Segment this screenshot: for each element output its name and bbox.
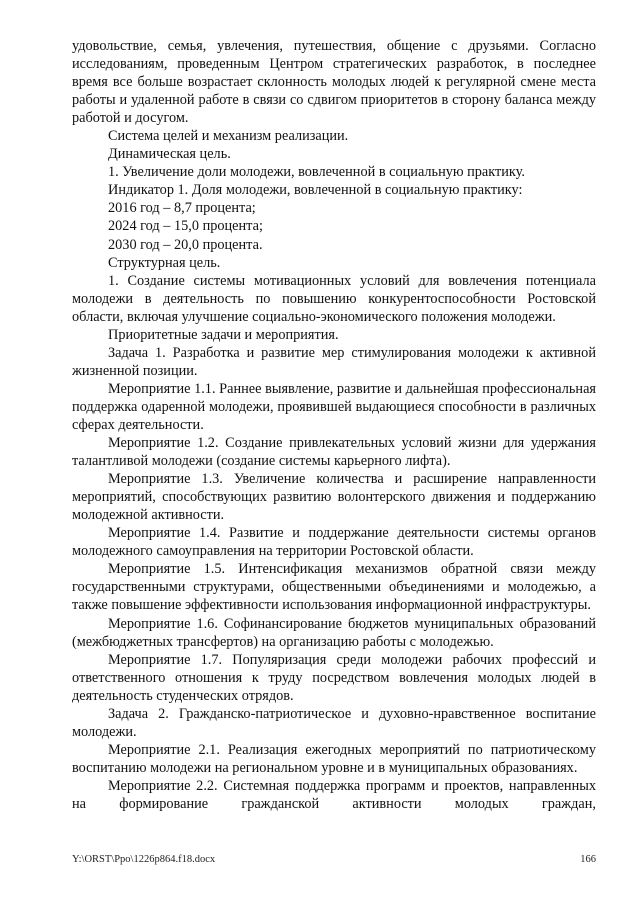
paragraph-priority-tasks: Приоритетные задачи и мероприятия. [108, 326, 339, 343]
paragraph-measure-1-4: Мероприятие 1.4. Развитие и поддержание деятельности системы органов молодежного самоуправления на территории Ростовской области. [72, 525, 596, 560]
paragraph-goal-1: 1. Увеличение доли молодежи, вовлеченной в социальную практику. [108, 164, 525, 181]
paragraph-measure-1-1: Мероприятие 1.1. Раннее выявление, развитие и дальнейшая профессиональная поддержка одаренной молодежи, проявившей выдающиеся способности в различных сферах деятельности. [72, 380, 596, 433]
paragraph-year-2024: 2024 год – 15,0 процента; [108, 218, 263, 235]
paragraph-structural-goal: Структурная цель. [108, 254, 221, 271]
paragraph-measure-1-3: Мероприятие 1.3. Увеличение количества и расширение направленности мероприятий, способствующих развитию волонтерского движения и поддержанию молодежной активности. [72, 471, 596, 524]
paragraph-structural-goal-1: 1. Создание системы мотивационных условий для вовлечения потенциала молодежи в деятельность по повышению конкурентоспособности Ростовской области, включая улучшение социально-экономического положения молодежи. [72, 272, 596, 325]
paragraph-measure-1-7: Мероприятие 1.7. Популяризация среди молодежи рабочих профессий и ответственного отношения к труду посредством вовлечения молодых людей в деятельность студенческих отрядов. [72, 651, 596, 704]
paragraph-measure-1-2: Мероприятие 1.2. Создание привлекательных условий жизни для удержания талантливой молодежи (создание системы карьерного лифта). [72, 435, 596, 470]
paragraph-task-1: Задача 1. Разработка и развитие мер стимулирования молодежи к активной жизненной позиции. [72, 344, 596, 379]
paragraph-year-2016: 2016 год – 8,7 процента; [108, 200, 256, 217]
paragraph-measure-2-2: Мероприятие 2.2. Системная поддержка программ и проектов, направленных на формирование гражданской активности молодых граждан, [72, 777, 596, 812]
paragraph-measure-2-1: Мероприятие 2.1. Реализация ежегодных мероприятий по патриотическому воспитанию молодежи на региональном уровне и в муниципальных образованиях. [72, 741, 596, 776]
paragraph-intro: удовольствие, семья, увлечения, путешествия, общение с друзьями. Согласно исследованиям, проведенным Центром стратегических разработок, в последнее время все больше возрастает склонность молодых людей к регулярной смене места работы и удаленной работе в связи со сдвигом приоритетов в сторону баланса между работой и досугом. [72, 38, 596, 127]
footer-file-path: Y:\ORST\Ppo\1226p864.f18.docx [72, 854, 216, 865]
document-body [72, 37, 596, 813]
paragraph-year-2030: 2030 год – 20,0 процента. [108, 236, 263, 253]
paragraph-goals-system: Система целей и механизм реализации. [108, 128, 349, 145]
paragraph-dynamic-goal: Динамическая цель. [108, 146, 231, 163]
paragraph-measure-1-5: Мероприятие 1.5. Интенсификация механизмов обратной связи между государственными структурами, общественными объединениями и молодежью, а также повышение эффективности использования информационной инфраструктуры. [72, 561, 596, 614]
paragraph-indicator-1: Индикатор 1. Доля молодежи, вовлеченной в социальную практику: [108, 182, 523, 199]
paragraph-task-2: Задача 2. Гражданско-патриотическое и духовно-нравственное воспитание молодежи. [72, 705, 596, 740]
page-footer [72, 853, 596, 866]
paragraph-measure-1-6: Мероприятие 1.6. Софинансирование бюджетов муниципальных образований (межбюджетных трансфертов) на организацию работы с молодежью. [72, 615, 596, 650]
page-number: 166 [580, 854, 596, 865]
